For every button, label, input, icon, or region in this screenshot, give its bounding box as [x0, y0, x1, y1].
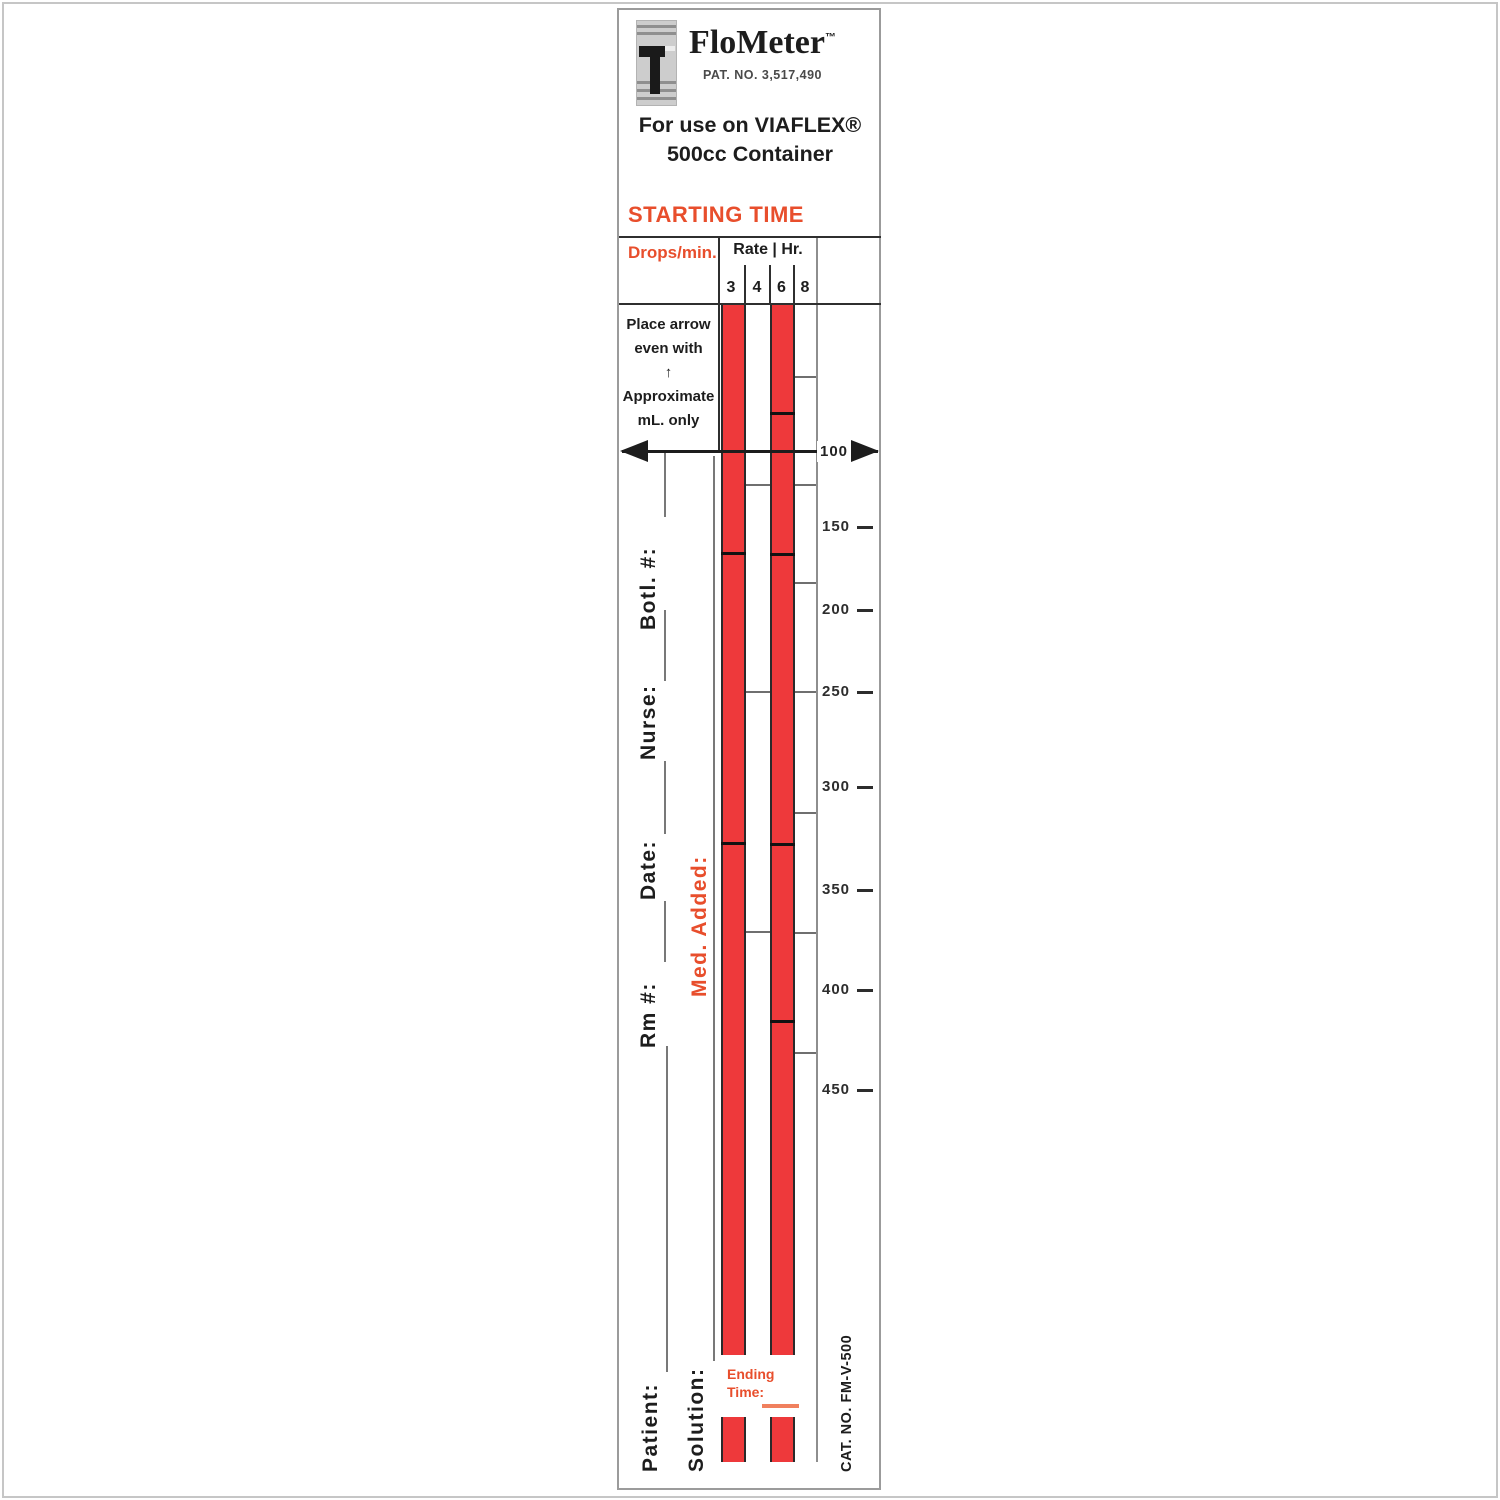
- hour-tick: [795, 932, 816, 934]
- form-blank-line: [664, 761, 666, 834]
- scale-tick-dash: [857, 1089, 873, 1092]
- form-field-label: Patient:: [639, 1382, 662, 1472]
- table-left-border: [718, 237, 720, 452]
- brand-name: FloMeter: [689, 24, 825, 61]
- instruction-line: Place arrow: [626, 316, 711, 333]
- scale-tick-dash: [857, 691, 873, 694]
- form-blank-line: [664, 451, 666, 517]
- rate-bar: [770, 1417, 795, 1462]
- logo-stripe: [637, 97, 676, 100]
- hour-tick: [795, 691, 816, 693]
- med-added-label: Med. Added:: [688, 855, 711, 997]
- scale-tick-dash: [857, 786, 873, 789]
- form-blank-line: [664, 610, 666, 681]
- scale-tick-label: 450: [822, 1081, 851, 1098]
- bar-hour-tick: [770, 412, 795, 415]
- usage-line-2: 500cc Container: [666, 142, 834, 166]
- trademark-symbol: ™: [824, 31, 836, 44]
- instruction-line: ↑: [664, 364, 673, 381]
- scale-tick-label: 150: [822, 518, 851, 535]
- scale-tick-dash: [857, 889, 873, 892]
- scale-axis-line: [816, 237, 818, 1462]
- bar-hour-tick: [721, 842, 746, 845]
- rate-hour-label: 3: [726, 279, 736, 296]
- rate-hour-label: 4: [752, 279, 762, 296]
- hour-tick: [746, 931, 770, 933]
- instruction-line: even with: [634, 340, 703, 357]
- rate-bar: [770, 305, 795, 1355]
- usage-text: [619, 111, 881, 169]
- hour-tick: [795, 484, 816, 486]
- ending-time-blank: [762, 1404, 799, 1408]
- hour-tick: [795, 376, 816, 378]
- form-field-label: Solution:: [685, 1367, 708, 1472]
- hour-tick: [795, 582, 816, 584]
- table-top-border: [619, 236, 881, 238]
- scale-tick-label: 250: [822, 683, 851, 700]
- form-blank-line: [664, 901, 666, 962]
- hour-tick: [746, 484, 770, 486]
- bar-hour-tick: [721, 552, 746, 555]
- scale-tick-dash: [857, 989, 873, 992]
- scale-tick-label: 300: [822, 778, 851, 795]
- form-field-label: Botl. #:: [637, 546, 660, 630]
- scale-tick-label: 200: [822, 601, 851, 618]
- instruction-line: mL. only: [637, 412, 700, 429]
- scale-tick-dash: [857, 526, 873, 529]
- arrowhead-left-icon: [620, 440, 648, 462]
- starting-time-label: STARTING TIME: [628, 202, 804, 227]
- ending-time-line1: Ending: [727, 1366, 775, 1382]
- drops-per-min-label: Drops/min.: [628, 243, 717, 262]
- scale-tick-label: 400: [822, 981, 851, 998]
- table-header-bottom-border: [619, 303, 881, 305]
- catalog-number: CAT. NO. FM-V-500: [839, 1334, 855, 1472]
- scale-arrow-value: 100: [817, 441, 851, 462]
- bar-hour-tick: [770, 843, 795, 846]
- instruction-line: Approximate: [622, 388, 715, 405]
- usage-line-1: For use on VIAFLEX®: [638, 113, 862, 137]
- rate-hr-header: Rate | Hr.: [733, 241, 803, 258]
- rate-hour-label: 8: [800, 279, 810, 296]
- bar-hour-tick: [770, 553, 795, 556]
- rate-bar: [721, 305, 746, 1355]
- bar-hour-tick: [770, 1020, 795, 1023]
- hour-tick: [746, 691, 770, 693]
- form-field-label: Date:: [637, 839, 660, 900]
- brand-title: [655, 24, 870, 62]
- scale-tick-label: 350: [822, 881, 851, 898]
- rate-hour-label: 6: [777, 279, 786, 296]
- form-field-label: Nurse:: [637, 684, 660, 760]
- ending-time-line2: Time:: [727, 1384, 765, 1400]
- scale-tick-dash: [857, 609, 873, 612]
- arrowhead-right-icon: [851, 440, 879, 462]
- form-blank-line: [666, 1046, 668, 1372]
- form-field-label: Rm #:: [637, 982, 660, 1048]
- rate-bar: [721, 1417, 746, 1462]
- hour-tick: [795, 812, 816, 814]
- patent-number: PAT. NO. 3,517,490: [702, 68, 822, 82]
- hour-tick: [795, 1052, 816, 1054]
